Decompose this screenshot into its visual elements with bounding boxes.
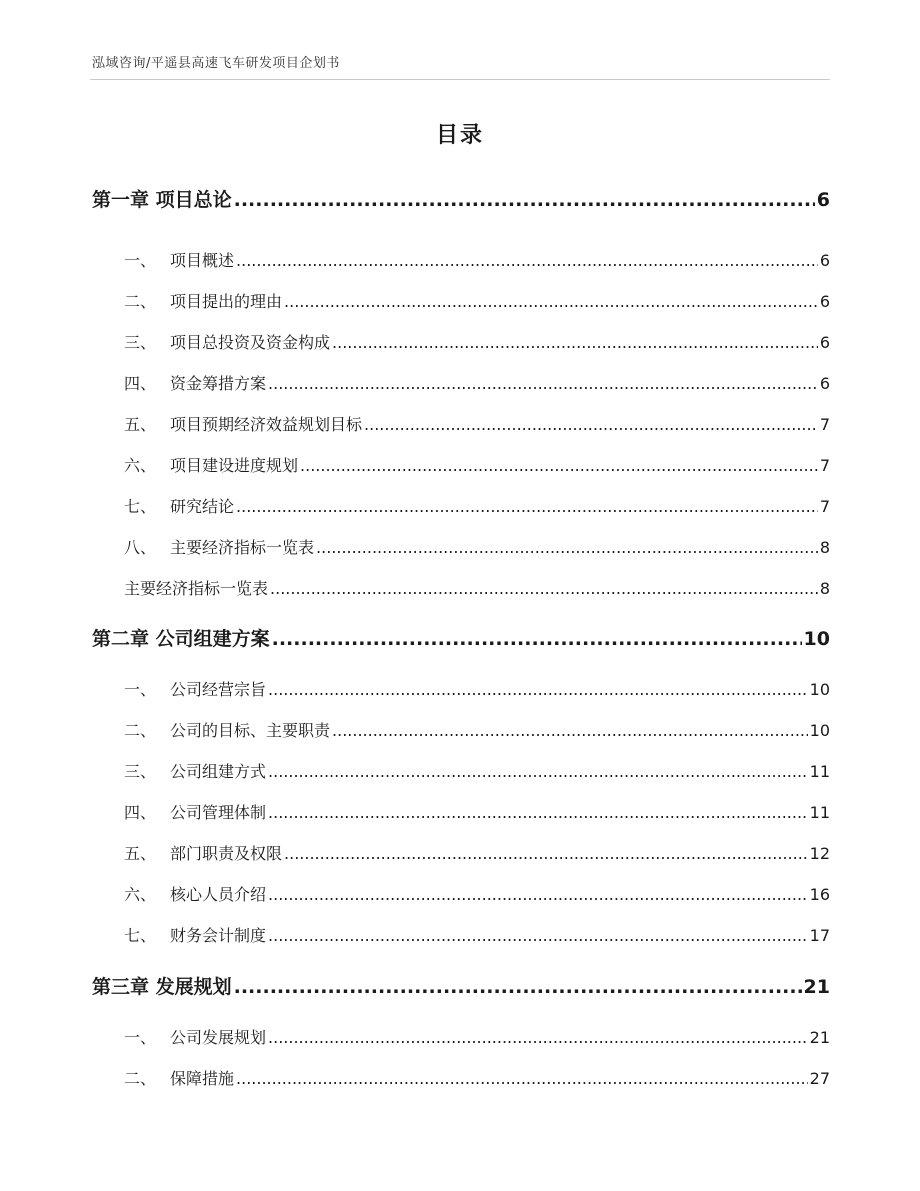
toc-page-number: 10 xyxy=(803,628,830,650)
toc-entry-label: 项目概述 xyxy=(170,251,235,270)
dot-leader xyxy=(234,976,802,998)
toc-page-number: 6 xyxy=(819,374,830,393)
toc-chapter-3[interactable] xyxy=(92,972,830,999)
toc-page-number: 12 xyxy=(809,844,830,863)
toc-chapter-2[interactable] xyxy=(92,624,830,651)
section-number: 二、 xyxy=(124,292,157,311)
toc-section[interactable] xyxy=(92,882,830,905)
toc-entry-label: 项目建设进度规划 xyxy=(170,456,299,475)
toc-entry-label: 公司经营宗旨 xyxy=(170,680,267,699)
toc-page-number: 17 xyxy=(809,926,830,945)
section-number: 八、 xyxy=(124,538,157,557)
toc-section[interactable] xyxy=(92,494,830,517)
toc-page-number: 8 xyxy=(819,538,830,557)
section-number: 四、 xyxy=(124,803,157,822)
toc-page-number: 21 xyxy=(803,976,830,998)
toc-entry-label: 公司的目标、主要职责 xyxy=(170,721,331,740)
toc-section[interactable] xyxy=(92,923,830,946)
toc-page-number: 27 xyxy=(809,1069,830,1088)
toc-entry-label: 核心人员介绍 xyxy=(170,885,267,904)
toc-page-number: 16 xyxy=(809,885,830,904)
toc-entry-label: 项目提出的理由 xyxy=(170,292,283,311)
toc-section[interactable] xyxy=(92,412,830,435)
toc-section[interactable] xyxy=(92,576,830,599)
dot-leader xyxy=(236,497,818,516)
running-header: 泓域咨询/平遥县高速飞车研发项目企划书 xyxy=(92,56,340,71)
dot-leader xyxy=(284,844,808,863)
section-number: 一、 xyxy=(124,1028,157,1047)
section-number: 三、 xyxy=(124,762,157,781)
toc-entry-label: 公司发展规划 xyxy=(170,1028,267,1047)
toc-section[interactable] xyxy=(92,677,830,700)
toc-section[interactable] xyxy=(92,800,830,823)
toc-page-number: 6 xyxy=(819,333,830,352)
dot-leader xyxy=(332,721,808,740)
section-number: 一、 xyxy=(124,680,157,699)
toc-section[interactable] xyxy=(92,759,830,782)
toc-entry-label: 第一章 项目总论 xyxy=(92,189,232,211)
toc-entry-label: 研究结论 xyxy=(170,497,235,516)
dot-leader xyxy=(316,538,818,557)
toc-entry-label: 项目总投资及资金构成 xyxy=(170,333,331,352)
toc-page-number: 6 xyxy=(819,251,830,270)
toc-chapter-1[interactable] xyxy=(92,185,830,212)
dot-leader xyxy=(300,456,818,475)
dot-leader xyxy=(268,803,808,822)
toc-entry-label: 项目预期经济效益规划目标 xyxy=(170,415,363,434)
toc-page-number: 7 xyxy=(819,497,830,516)
toc-page-number: 21 xyxy=(809,1028,830,1047)
section-number: 七、 xyxy=(124,497,157,516)
toc-page-number: 6 xyxy=(816,189,830,211)
section-number: 五、 xyxy=(124,844,157,863)
toc-section[interactable] xyxy=(92,330,830,353)
dot-leader xyxy=(268,1028,808,1047)
section-number: 二、 xyxy=(124,721,157,740)
toc-section[interactable] xyxy=(92,718,830,741)
toc-entry-label: 资金筹措方案 xyxy=(170,374,267,393)
dot-leader xyxy=(270,579,818,598)
toc-entry-label: 第二章 公司组建方案 xyxy=(92,628,270,650)
toc-title: 目录 xyxy=(435,123,484,148)
dot-leader xyxy=(268,926,808,945)
toc-page-number: 10 xyxy=(809,680,830,699)
header-rule xyxy=(90,79,830,80)
section-number: 七、 xyxy=(124,926,157,945)
dot-leader xyxy=(236,1069,808,1088)
dot-leader xyxy=(272,628,802,650)
toc-entry-label: 部门职责及权限 xyxy=(170,844,283,863)
dot-leader xyxy=(284,292,818,311)
section-number: 四、 xyxy=(124,374,157,393)
toc-entry-label: 保障措施 xyxy=(170,1069,235,1088)
toc-page-number: 7 xyxy=(819,456,830,475)
dot-leader xyxy=(268,885,808,904)
dot-leader xyxy=(234,189,815,211)
toc-section[interactable] xyxy=(92,289,830,312)
section-number: 三、 xyxy=(124,333,157,352)
toc-entry-label: 主要经济指标一览表 xyxy=(170,538,315,557)
toc-entry-label: 第三章 发展规划 xyxy=(92,976,232,998)
toc-entry-label: 财务会计制度 xyxy=(170,926,267,945)
toc-entry-label: 公司组建方式 xyxy=(170,762,267,781)
toc-page-number: 11 xyxy=(809,762,830,781)
toc-section[interactable] xyxy=(92,841,830,864)
dot-leader xyxy=(332,333,818,352)
dot-leader xyxy=(364,415,818,434)
section-number: 五、 xyxy=(124,415,157,434)
toc-section[interactable] xyxy=(92,453,830,476)
section-number: 一、 xyxy=(124,251,157,270)
section-number: 二、 xyxy=(124,1069,157,1088)
toc-page-number: 8 xyxy=(819,579,830,598)
dot-leader xyxy=(268,762,808,781)
toc-page-number: 10 xyxy=(809,721,830,740)
toc-section[interactable] xyxy=(92,535,830,558)
section-number: 六、 xyxy=(124,456,157,475)
toc-section[interactable] xyxy=(92,1025,830,1048)
toc-entry-label: 主要经济指标一览表 xyxy=(124,579,269,598)
dot-leader xyxy=(268,374,818,393)
toc-section[interactable] xyxy=(92,248,830,271)
dot-leader xyxy=(268,680,808,699)
dot-leader xyxy=(236,251,818,270)
toc-section[interactable] xyxy=(92,1066,830,1089)
toc-entry-label: 公司管理体制 xyxy=(170,803,267,822)
toc-section[interactable] xyxy=(92,371,830,394)
toc-page-number: 7 xyxy=(819,415,830,434)
toc-page-number: 11 xyxy=(809,803,830,822)
section-number: 六、 xyxy=(124,885,157,904)
toc-page-number: 6 xyxy=(819,292,830,311)
